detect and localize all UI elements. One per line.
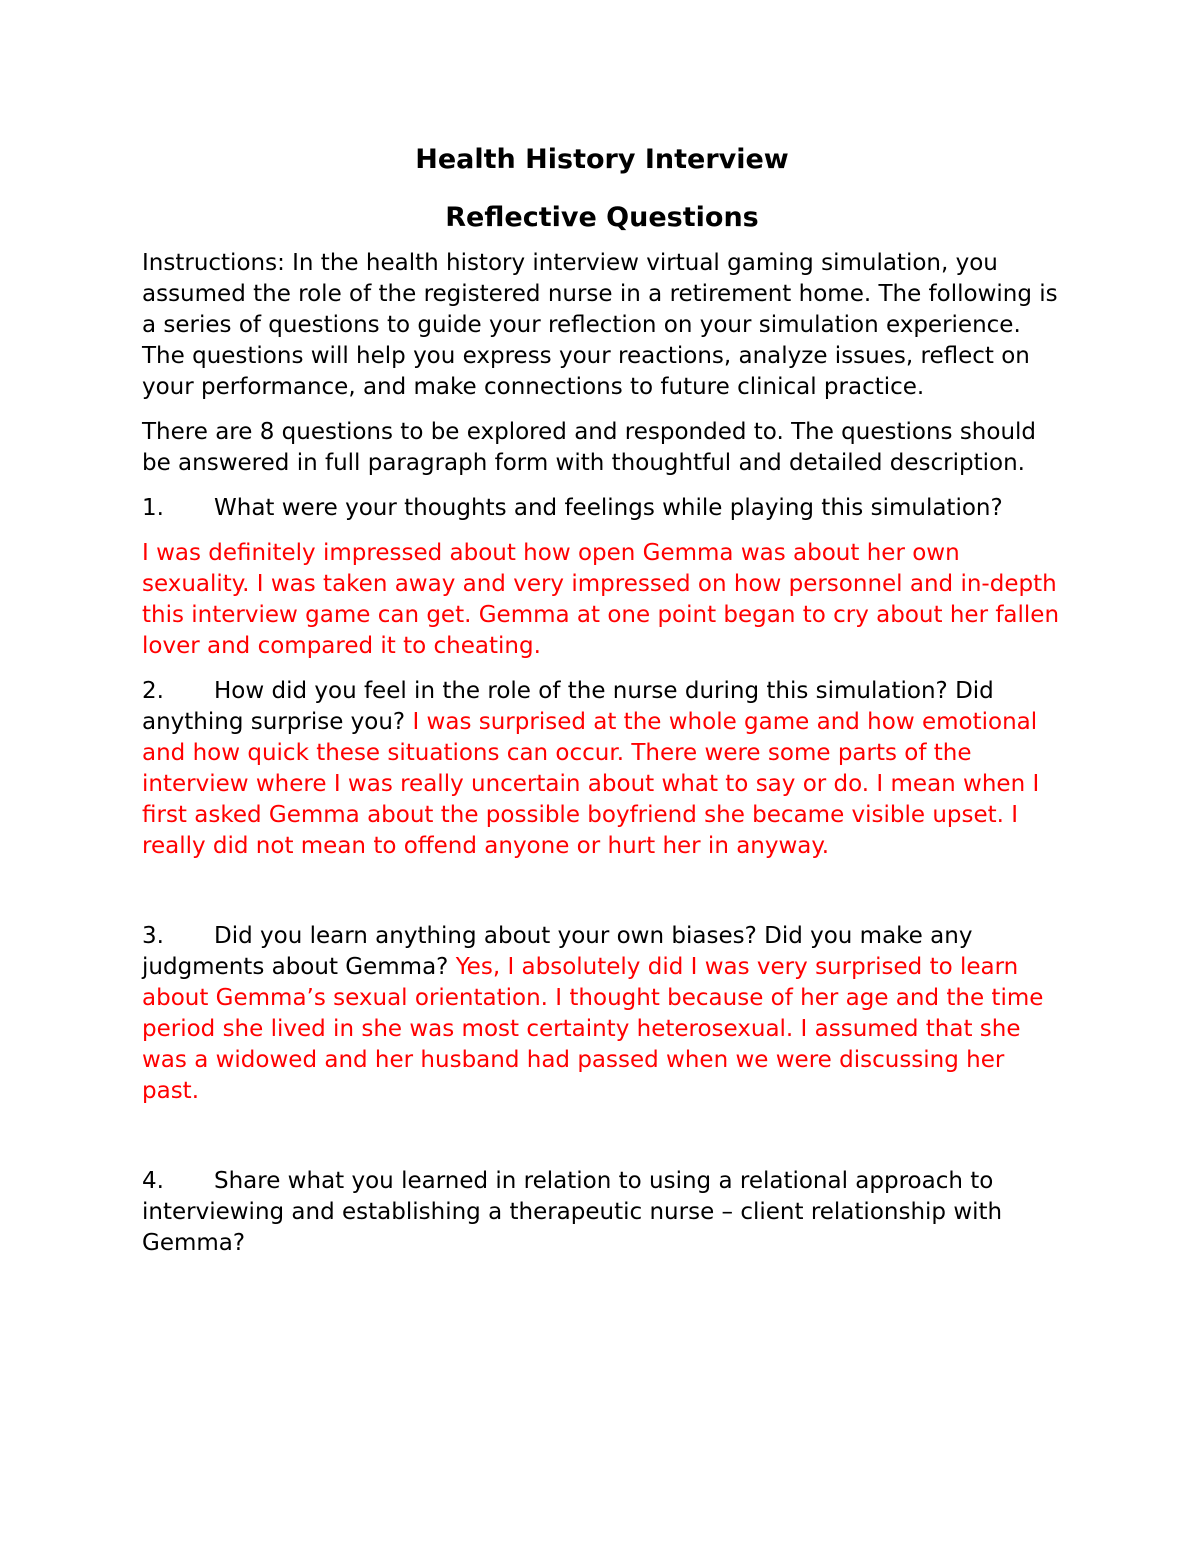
document-title: Health History Interview [415,144,789,175]
answer-2: I was surprised at the whole game and how emotional and how quick these situations can occur. There were some parts of the interview where I was really uncertain about what to say or do. I mean when I first asked Gemma about the possible boyfriend she became visible upset. I really did not mean to offend anyone or hurt her in anyway. [142,709,1040,859]
question-2 [142,676,1062,862]
question-number: 4. [142,1168,164,1194]
instructions-paragraph: Instructions: In the health history interview virtual gaming simulation, you assumed the role of the registered nurse in a retirement home. The following is a series of questions to guide your reflection on your simulation experience. The questions will help you express your reactions, analyze issues, reflect on your performance, and make connections to future clinical practice. [142,250,1058,400]
question-text: Did you learn anything about your own biases? Did you make any judgments about Gemma? [142,923,973,980]
question-number: 2. [142,678,164,704]
question-text: How did you feel in the role of the nurse during this simulation? Did anything surprise you? [142,678,994,735]
document-page [142,142,1062,1273]
question-3 [142,921,1062,1107]
answer-1: I was definitely impressed about how open Gemma was about her own sexuality. I was taken away and very impressed on how personnel and in-depth this interview game can get. Gemma at one point began to cry about her fallen lover and compared it to cheating. [142,540,1060,659]
question-number: 3. [142,923,164,949]
spacer [142,876,1062,921]
intro-paragraph: There are 8 questions to be explored and responded to. The questions should be answered in full paragraph form with thoughtful and detailed description. [142,419,1037,476]
question-4 [142,1166,1062,1259]
question-text: What were your thoughts and feelings while playing this simulation? [214,495,1003,521]
question-1 [142,493,1062,524]
document-subtitle: Reflective Questions [445,202,759,233]
question-number: 1. [142,495,164,521]
answer-3: Yes, I absolutely did I was very surprised to learn about Gemma’s sexual orientation. I thought because of her age and the time period she lived in she was most certainty heterosexual. I assumed that she was a widowed and her husband had passed when we were discussing her past. [142,954,1044,1104]
question-text: Share what you learned in relation to using a relational approach to interviewing and establishing a therapeutic nurse – client relationship with Gemma? [142,1168,1003,1256]
spacer [142,1121,1062,1166]
